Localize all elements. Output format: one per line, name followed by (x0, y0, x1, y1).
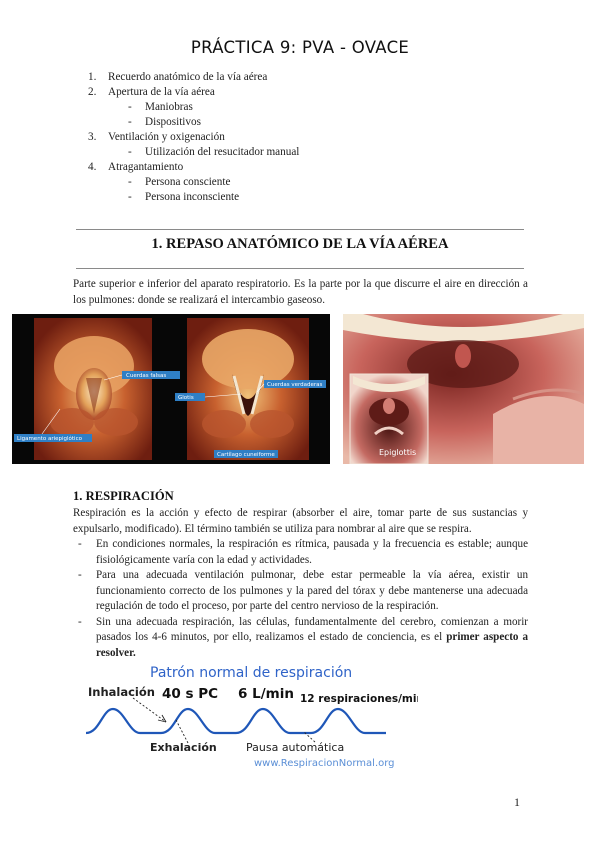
mouth-figure (343, 314, 584, 464)
label-cuerdas-falsas: Cuerdas falsas (126, 373, 167, 379)
label-pausa: Pausa automática (246, 741, 345, 754)
list-item: - En condiciones normales, la respiración es rítmica, pausada y la frecuencia es estable; aunque fisiológicamente varía con la edad y actividades. (78, 538, 528, 566)
bullet-text: Sin una adecuada respiración, las células, fundamentalmente del cerebro, comienzan a morir pasados los 4-6 minutos, por ello, realizamos el estado de conciencia, es el (96, 615, 528, 643)
intro-paragraph: Parte superior e inferior del aparato respiratorio. Es la parte por la que discurre el aire en dirección a los pulmones: donde se realizará el intercambio gaseoso. (73, 278, 528, 306)
toc-label: Ventilación y oxigenación (108, 131, 225, 143)
larynx-illustration (12, 314, 330, 464)
bullet-text: En condiciones normales, la respiración es rítmica, pausada y la frecuencia es estable; aunque fisiológicamente varía con la edad y actividades. (96, 538, 528, 566)
toc-label: Atragantamiento (108, 161, 184, 173)
bullet-list (73, 537, 528, 661)
breathing-pattern-figure (78, 660, 418, 772)
section-subheading: 1. RESPIRACIÓN (73, 489, 174, 503)
chart-source-url: www.RespiracionNormal.org (254, 758, 395, 769)
bullet-text: Para una adecuada ventilación pulmonar, debe estar permeable la vía aérea, existir un funcionamiento correcto de los pulmones y la pared del tórax y debe mantenerse una adecuada regulación de todo el proceso, por parte del centro nervioso de la respiración. (96, 569, 528, 612)
label-ligamento: Ligamento ariepiglótico (17, 436, 82, 442)
mouth-illustration (343, 314, 584, 464)
chart-title: Patrón normal de respiración (150, 665, 353, 681)
toc-number: 2. (88, 86, 97, 98)
label-glotis: Glotis (178, 395, 194, 401)
list-item: - Sin una adecuada respiración, las células, fundamentalmente del cerebro, comienzan a morir pasados los 4-6 minutos, por ello, realizamos el estado de conciencia, es el primer aspecto a resolver. (78, 615, 529, 659)
page-number: 1 (514, 795, 520, 809)
breathing-wave (86, 709, 386, 733)
label-epiglottis: Epiglottis (379, 448, 417, 457)
toc-sublabel: Persona consciente (145, 176, 231, 188)
label-cartilago: Cartílago cuneiforme (217, 452, 275, 458)
toc-label: Recuerdo anatómico de la vía aérea (108, 71, 268, 83)
page-title: PRÁCTICA 9: PVA - OVACE (190, 38, 410, 57)
label-cuerdas-verdaderas: Cuerdas verdaderas (267, 382, 323, 388)
section-heading: 1. REPASO ANATÓMICO DE LA VÍA AÉREA (151, 236, 449, 252)
toc-sublabel: Utilización del resucitador manual (145, 146, 300, 158)
respiration-paragraph: Respiración es la acción y efecto de respirar (absorber el aire, tomar parte de sus sustancias y expulsarlo, modificado). El término también se utiliza para nombrar al aire que se respira. (73, 507, 528, 535)
label-rpm: 12 respiraciones/min (300, 693, 418, 705)
divider (76, 268, 524, 269)
list-item: - Para una adecuada ventilación pulmonar, debe estar permeable la vía aérea, existir un funcionamiento correcto de los pulmones y la pared del tórax y debe mantenerse una adecuada regulación de todo el proceso, por parte del centro nervioso de la respiración. (78, 569, 528, 612)
toc-label: Apertura de la vía aérea (108, 86, 215, 98)
toc-sublabel: Persona inconsciente (145, 191, 240, 203)
bullet-emphasis: primer aspecto a resolver. (96, 631, 529, 659)
toc-number: 4. (88, 161, 97, 173)
toc-sublabel: Maniobras (145, 101, 193, 113)
label-pc: 40 s PC (162, 686, 219, 702)
breathing-chart (78, 660, 418, 772)
toc-number: 3. (88, 131, 97, 143)
label-lmin: 6 L/min (238, 686, 294, 702)
larynx-figure (12, 314, 330, 464)
divider (76, 229, 524, 230)
label-exhalacion: Exhalación (150, 741, 217, 754)
label-inhalacion: Inhalación (88, 685, 155, 699)
toc-number: 1. (88, 71, 97, 83)
toc-sublabel: Dispositivos (145, 116, 201, 128)
